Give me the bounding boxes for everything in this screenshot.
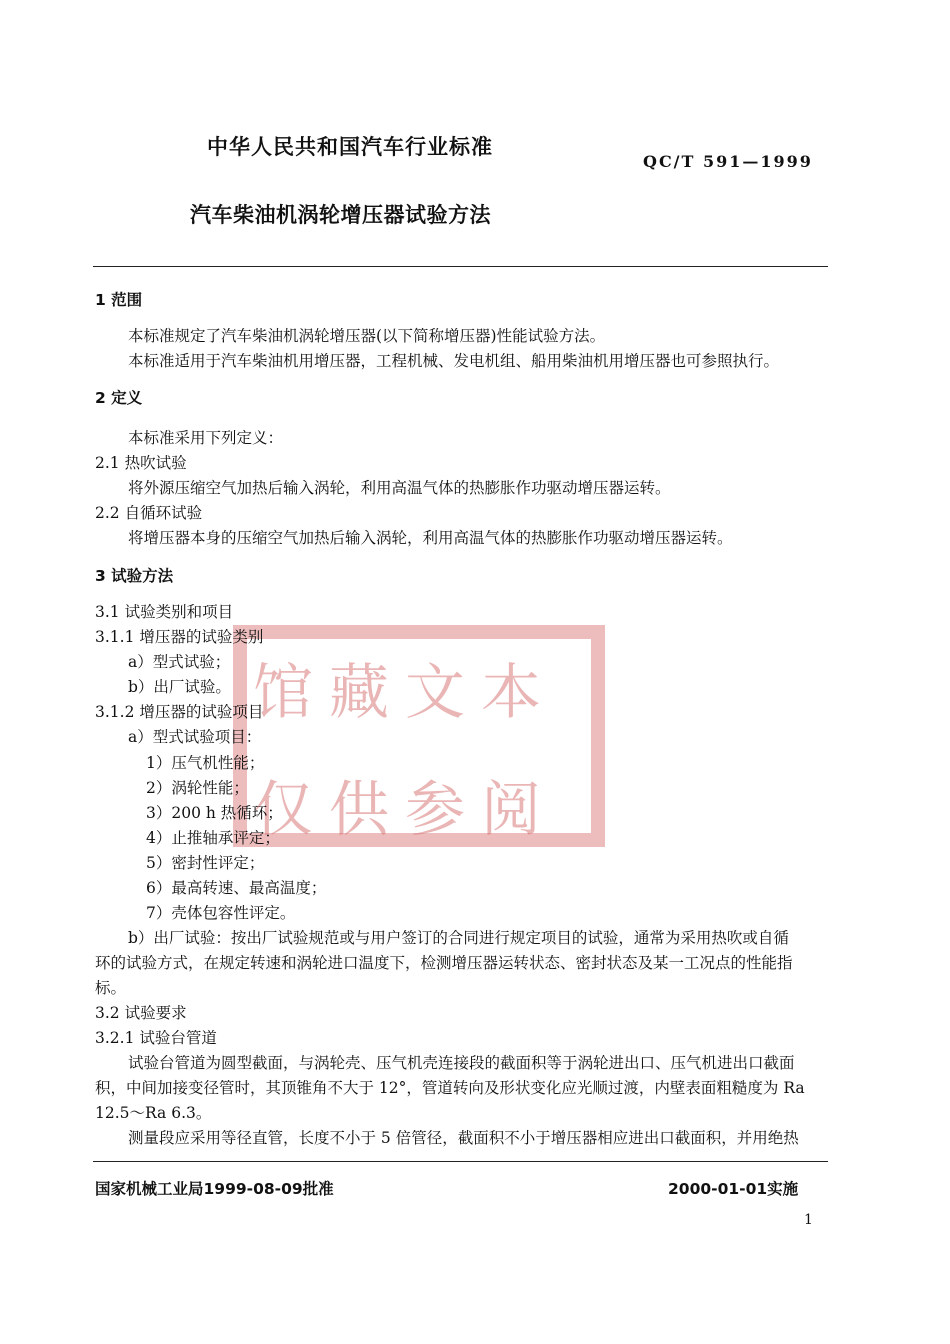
section-3-1-2-item-b-line-2: 环的试验方式，在规定转速和涡轮进口温度下，检测增压器运转状态、密封状态及某一工况点的性能指: [95, 954, 793, 972]
section-3-2-1-para-1-line-2: 积，中间加接变径管时，其顶锥角不大于 12°，管道转向及形状变化应光顺过渡，内壁表面粗糙度为 Ra: [95, 1079, 805, 1097]
standard-org: 中华人民共和国汽车行业标准: [207, 135, 493, 159]
section-3-1-2-item-a: a）型式试验项目：: [128, 728, 262, 746]
section-2-2-para: 将增压器本身的压缩空气加热后输入涡轮，利用高温气体的热膨胀作功驱动增压器运转。: [128, 529, 733, 547]
section-3-1-1-title: 3.1.1 增压器的试验类别: [95, 628, 264, 646]
section-1-title: 1 范围: [95, 291, 143, 309]
section-2-para-1: 本标准采用下列定义：: [128, 429, 284, 447]
section-3-1-1-item-b: b）出厂试验。: [128, 678, 231, 696]
test-item: 2）涡轮性能；: [146, 779, 249, 797]
section-3-1-2-item-b-line-3: 标。: [95, 979, 127, 997]
test-item: 7）壳体包容性评定。: [146, 904, 296, 922]
section-1-para-2: 本标准适用于汽车柴油机用增压器，工程机械、发电机组、船用柴油机用增压器也可参照执行。: [128, 352, 780, 370]
section-3-2-1-para-1-line-3: 12.5～Ra 6.3。: [95, 1104, 212, 1122]
test-item: 5）密封性评定；: [146, 854, 265, 872]
section-2-2-title: 2.2 自循环试验: [95, 504, 203, 522]
section-3-1-title: 3.1 试验类别和项目: [95, 603, 234, 621]
test-item: 6）最高转速、最高温度；: [146, 879, 327, 897]
section-3-1-1-item-a: a）型式试验；: [128, 653, 231, 671]
section-2-title: 2 定义: [95, 389, 143, 407]
section-3-2-1-para-2: 测量段应采用等径直管，长度不小于 5 倍管径，截面积不小于增压器相应进出口截面积，并用绝热: [128, 1129, 799, 1147]
section-3-1-2-title: 3.1.2 增压器的试验项目: [95, 703, 264, 721]
test-item: 4）止推轴承评定；: [146, 829, 280, 847]
section-2-1-para: 将外源压缩空气加热后输入涡轮，利用高温气体的热膨胀作功驱动增压器运转。: [128, 479, 671, 497]
section-3-title: 3 试验方法: [95, 567, 174, 585]
stamp-line-2: 仅供参阅: [253, 775, 557, 845]
header-rule: [93, 266, 828, 267]
section-3-2-1-title: 3.2.1 试验台管道: [95, 1029, 217, 1047]
section-3-2-1-para-1-line-1: 试验台管道为圆型截面，与涡轮壳、压气机壳连接段的截面积等于涡轮进出口、压气机进出口截面: [128, 1054, 795, 1072]
section-3-2-title: 3.2 试验要求: [95, 1004, 187, 1022]
section-2-1-title: 2.1 热吹试验: [95, 454, 187, 472]
document-title: 汽车柴油机涡轮增压器试验方法: [190, 203, 491, 227]
approval-line: 国家机械工业局1999-08-09批准: [95, 1180, 334, 1198]
page-number: 1: [804, 1212, 813, 1228]
section-1-para-1: 本标准规定了汽车柴油机涡轮增压器(以下简称增压器)性能试验方法。: [128, 327, 606, 345]
section-3-1-2-item-b-line-1: b）出厂试验：按出厂试验规范或与用户签订的合同进行规定项目的试验，通常为采用热吹或自循: [128, 929, 789, 947]
test-item: 1）压气机性能；: [146, 754, 265, 772]
standard-code: QC/T 591—1999: [643, 152, 813, 171]
effective-date: 2000-01-01实施: [668, 1180, 799, 1198]
test-item: 3）200 h 热循环；: [146, 804, 283, 822]
footer-rule: [93, 1161, 828, 1162]
stamp-line-1: 馆藏文本: [253, 658, 557, 728]
